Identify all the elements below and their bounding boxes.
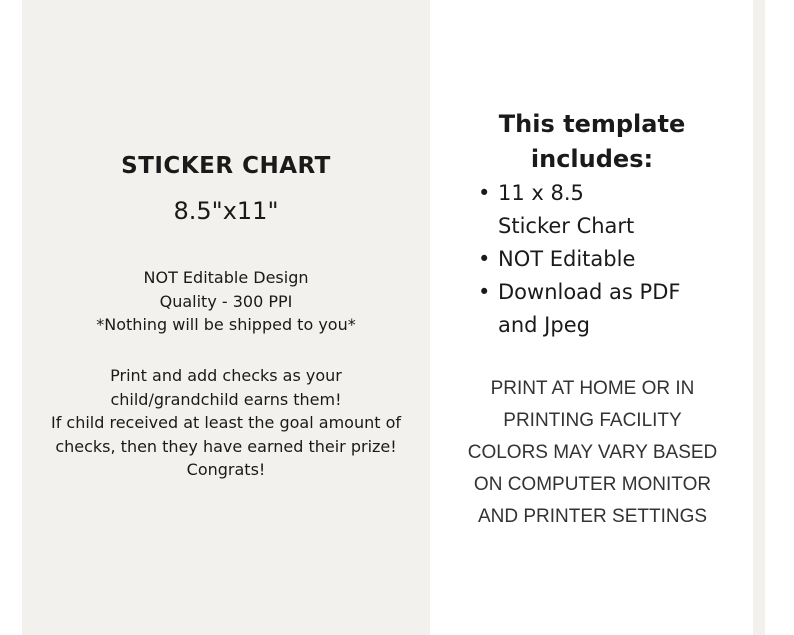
instruction-line: If child received at least the goal amount of <box>50 413 402 432</box>
product-size: 8.5"x11" <box>173 197 279 225</box>
instruction-line: Congrats! <box>186 460 266 479</box>
product-title: STICKER CHART <box>121 153 331 179</box>
detail-line: *Nothing will be shipped to you* <box>96 315 356 334</box>
detail-line: NOT Editable Design <box>143 268 309 287</box>
includes-heading-line: This template <box>498 110 686 138</box>
includes-list <box>478 177 748 342</box>
note-line: ON COMPUTER MONITOR <box>473 474 712 495</box>
product-details <box>22 266 430 337</box>
note-line: PRINTING FACILITY <box>503 410 682 431</box>
list-item-line: • NOT Editable <box>498 247 636 271</box>
list-item-line: • 11 x 8.5 <box>498 181 584 205</box>
right-edge-strip <box>753 0 765 635</box>
instruction-line: Print and add checks as your <box>110 366 342 385</box>
list-item <box>478 177 748 243</box>
includes-heading <box>462 107 722 177</box>
instruction-line: child/grandchild earns them! <box>110 389 342 409</box>
detail-line: Quality - 300 PPI <box>159 291 293 311</box>
instruction-line: checks, then they have earned their prize! <box>55 436 397 456</box>
list-item <box>478 276 748 342</box>
right-edge-margin <box>765 0 794 635</box>
list-item-line: Sticker Chart <box>498 214 635 238</box>
note-line: PRINT AT HOME OR IN <box>490 378 695 399</box>
note-line: AND PRINTER SETTINGS <box>477 506 708 527</box>
list-item-line: • Download as PDF <box>498 280 681 304</box>
list-item-line: and Jpeg <box>498 313 590 337</box>
includes-heading-line: includes: <box>530 145 654 173</box>
note-line: COLORS MAY VARY BASED <box>467 442 718 463</box>
list-item <box>478 243 748 276</box>
usage-instructions <box>22 364 430 482</box>
printing-note <box>450 373 735 533</box>
